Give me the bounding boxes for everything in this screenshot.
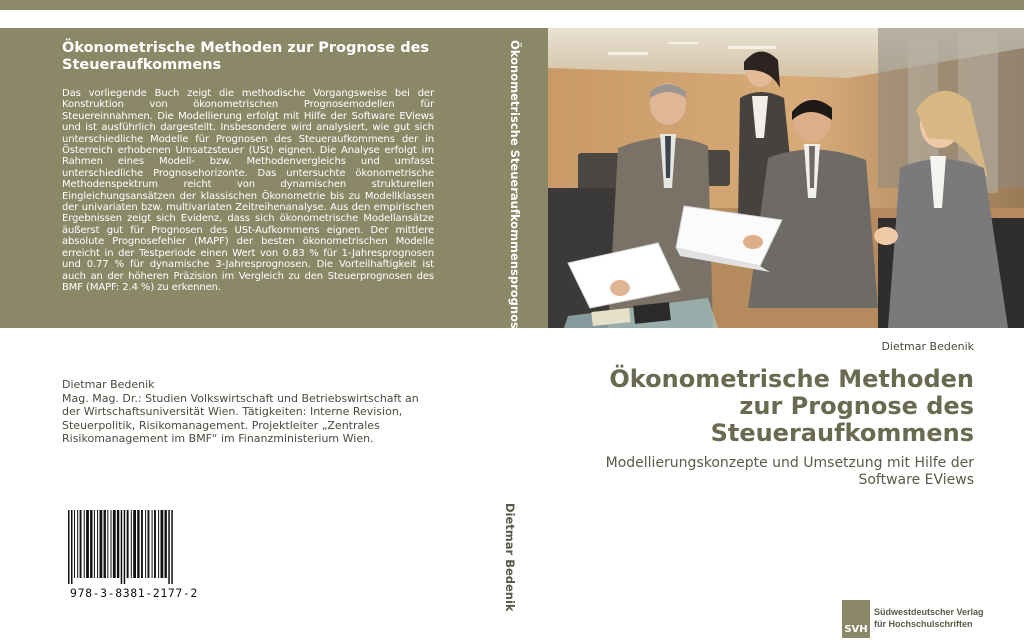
barcode-bar [171,510,173,584]
front-cover-author: Dietmar Bedenik [881,340,974,353]
barcode-bar [137,510,139,578]
barcode-bar [111,510,112,578]
barcode-bar [127,510,129,578]
barcode-bar [71,510,73,584]
barcode-bar [104,510,106,578]
author-bio-text: Mag. Mag. Dr.: Studien Volkswirtschaft und Betriebswirtschaft an der Wirtschaftsuniversität Wien. Tätigkeiten: Interne Revision, Steuerpolitik, Risikomanagement. Projektleiter „Zentrales Risikomanagement im BMF“ im Finanzministerium Wien. [62,391,419,445]
svh-logo-mark: SVH [842,600,870,638]
barcode-bar [84,510,85,578]
barcode-bar [107,510,108,578]
barcode-bar [133,510,136,578]
publisher-logo [842,600,1024,640]
barcode-bar [158,510,159,578]
front-cover-title: Ökonometrische Methoden zur Prognose des Steueraufkommens [609,365,974,447]
cover-photo-business-meeting [548,28,1024,328]
barcode-bar [86,510,89,578]
barcode-bar [141,510,143,578]
barcode-bar [68,510,70,584]
back-cover-panel [0,28,496,328]
publisher-name-line2: für Hochschulschriften [874,619,973,629]
publisher-name-line1: Südwestdeutscher Verlag [874,607,984,617]
back-cover-title: Ökonometrische Methoden zur Prognose des Steueraufkommens [62,40,430,73]
barcode-bar [113,510,116,578]
barcode-bar [97,510,98,578]
barcode-bar [94,510,95,578]
barcode-bar [131,510,132,578]
back-cover-blurb: Das vorliegende Buch zeigt die methodische Vorgangsweise bei der Konstruktion von ökonometrischen Prognosemodellen für Steuereinnahmen. Die Modellierung erfolgt mit Hilfe der Software EViews und ist ausführlich dargestellt. Insbesondere wird analysiert, wie gut sich unterschiedliche Modelle für Prognosen des Steueraufkommens der in Österreich erhobenen Umsatzsteuer (USt) eignen. Die Analyse erfolgt im Rahmen eines Modell- bzw. Methodenvergleichs und umfasst unterschiedliche Prognosehorizonte. Das untersuchte ökonometrische Methodenspektrum reicht von dynamischen strukturellen Eingleichungsansätzen der klassischen Ökonometrie bis zu Modellklassen der univariaten bzw. multivariaten Zeitreihenanalyse. Aus den empirischen Ergebnissen zeigt sich Evidenz, dass sich ökonometrische Modellansätze äußerst gut für Prognosen des USt-Aufkommens eignen. Der mittlere absolute Prognosefehler (MAPF) der besten ökonometrischen Modelle erreicht in der Testperiode einen Wert von 0.83 % für 1-Jahresprognosen und 0.77 % für dynamische 3-Jahresprognosen. Die Vorteilhaftigkeit ist auch an der höheren Präzision im Vergleich zu den Steuerprognosen des BMF (MAPF: 2.4 %) zu erkennen. [62,88,434,293]
barcode-bar [117,510,119,578]
spine-panel [496,28,548,328]
spine-author: Dietmar Bedenik [503,503,517,612]
barcode-bar [145,510,146,578]
barcode-bars [62,510,206,586]
barcode-bar [74,510,75,578]
barcode-bar [148,510,150,578]
barcode-bar [154,510,156,578]
barcode-bar [161,510,164,578]
barcode-bar [124,510,126,584]
spine-title: Ökonometrische Steueraufkommensprognosen [508,40,522,345]
barcode-bar [168,510,170,584]
barcode-bar [165,510,167,578]
barcode-bar [90,510,92,578]
top-margin [0,10,1024,28]
barcode-bar [77,510,78,578]
front-cover-subtitle: Modellierungskonzepte und Umsetzung mit Hilfe der Software EViews [605,455,974,488]
barcode-bar [152,510,153,578]
barcode-bar [100,510,103,578]
barcode-bar [121,510,123,584]
author-bio-name: Dietmar Bedenik [62,378,155,391]
top-stripe [0,0,1024,10]
author-bio [62,378,432,446]
isbn-number: 978-3-8381-2177-2 [70,586,198,600]
barcode-bar [80,510,82,578]
